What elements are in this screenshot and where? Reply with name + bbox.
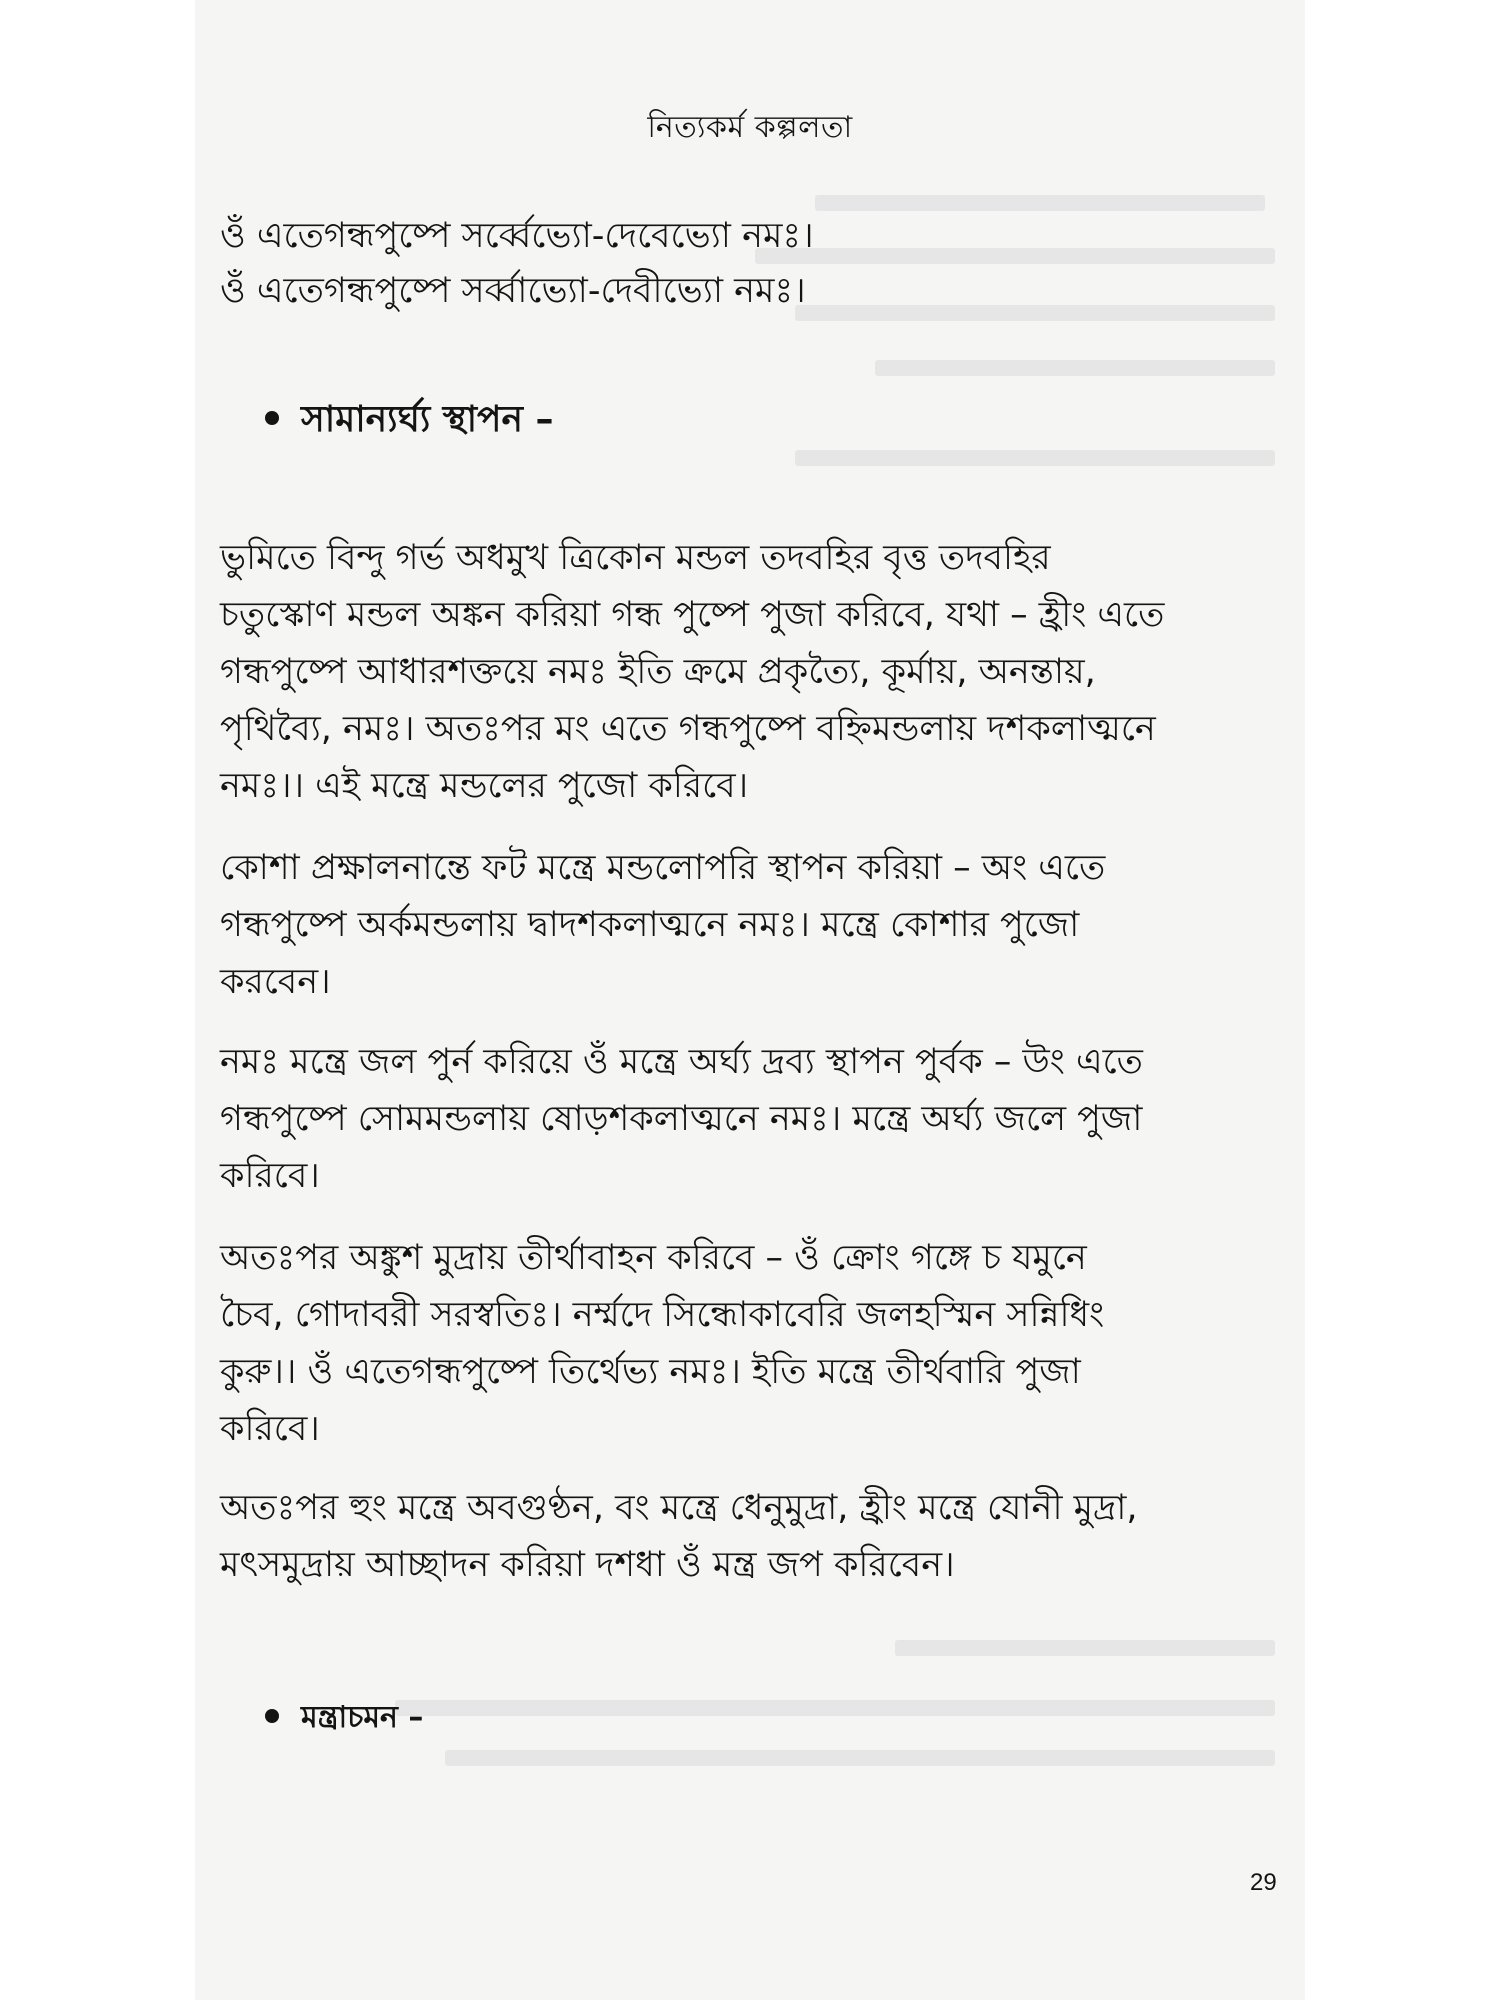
intro-line: ওঁ এতেগন্ধপুষ্পে সর্ব্বেভ্যো-দেবেভ্যো নমঃ। [220,216,814,256]
body-line: গন্ধপুষ্পে আধারশক্তয়ে নমঃ ইতি ক্রমে প্রকৃত্যৈ, কূর্মায়, অনন্তায়, [220,652,1096,692]
bleed-through-line [445,1750,1275,1766]
body-line: অতঃপর অঙ্কুশ মুদ্রায় তীর্থাবাহন করিবে – ওঁ ক্রোং গঙ্গে চ যমুনে [220,1238,1087,1278]
running-header: নিত্যকর্ম কল্পলতা [647,110,853,145]
body-line: নমঃ মন্ত্রে জল পুর্ন করিয়ে ওঁ মন্ত্রে অর্ঘ্য দ্রব্য স্থাপন পুর্বক – উং এতে [220,1042,1143,1082]
body-line: কুরু।। ওঁ এতেগন্ধপুষ্পে তির্থেভ্য নমঃ। ইতি মন্ত্রে তীর্থবারি পুজা [220,1352,1081,1392]
body-line: করবেন। [220,962,331,1002]
bullet-icon [265,1709,279,1723]
section-heading-text: সামান্যর্ঘ্য স্থাপন – [301,399,554,440]
section-heading-samanyarghya [265,392,554,448]
body-line: মৎসমুদ্রায় আচ্ছাদন করিয়া দশধা ওঁ মন্ত্র জপ করিবেন। [220,1545,955,1585]
section-heading-text: মন্ত্রাচমন – [301,1700,424,1735]
body-line: গন্ধপুষ্পে সোমমন্ডলায় ষোড়শকলাত্মনে নমঃ। মন্ত্রে অর্ঘ্য জলে পুজা [220,1099,1143,1139]
body-line: কোশা প্রক্ষালনান্তে ফট মন্ত্রে মন্ডলোপরি স্থাপন করিয়া – অং এতে [220,848,1106,888]
book-page [195,0,1305,2000]
body-line: চতুস্কোণ মন্ডল অঙ্কন করিয়া গন্ধ পুষ্পে পুজা করিবে, যথা – হ্রীং এতে [220,595,1165,635]
body-line: করিবে। [220,1409,320,1449]
bleed-through-line [895,1640,1275,1656]
bleed-through-line [875,360,1275,376]
body-line: করিবে। [220,1156,320,1196]
page-number: 29 [1250,1869,1277,1896]
body-line: চৈব, গোদাবরী সরস্বতিঃ। নর্ম্মদে সিন্ধোকাবেরি জলহস্মিন সন্নিধিং [220,1295,1105,1335]
bleed-through-line [795,450,1275,466]
body-line: ভুমিতে বিন্দু গর্ভ অধমুখ ত্রিকোন মন্ডল তদবহির বৃত্ত তদবহির [220,538,1051,578]
body-line: নমঃ।। এই মন্ত্রে মন্ডলের পুজো করিবে। [220,766,749,806]
intro-line: ওঁ এতেগন্ধপুষ্পে সর্ব্বাভ্যো-দেবীভ্যো নমঃ। [220,271,806,311]
bullet-icon [265,411,279,425]
body-line: গন্ধপুষ্পে অর্কমন্ডলায় দ্বাদশকলাত্মনে নমঃ। মন্ত্রে কোশার পুজো [220,905,1080,945]
section-heading-mantrachaman [265,1690,423,1746]
body-line: পৃথিব্যৈ, নমঃ। অতঃপর মং এতে গন্ধপুষ্পে বহ্নিমন্ডলায় দশকলাত্মনে [220,709,1156,749]
bleed-through-line [395,1700,1275,1716]
body-line: অতঃপর হুং মন্ত্রে অবগুণ্ঠন, বং মন্ত্রে ধেনুমুদ্রা, হ্রীং মন্ত্রে যোনী মুদ্রা, [220,1488,1138,1528]
